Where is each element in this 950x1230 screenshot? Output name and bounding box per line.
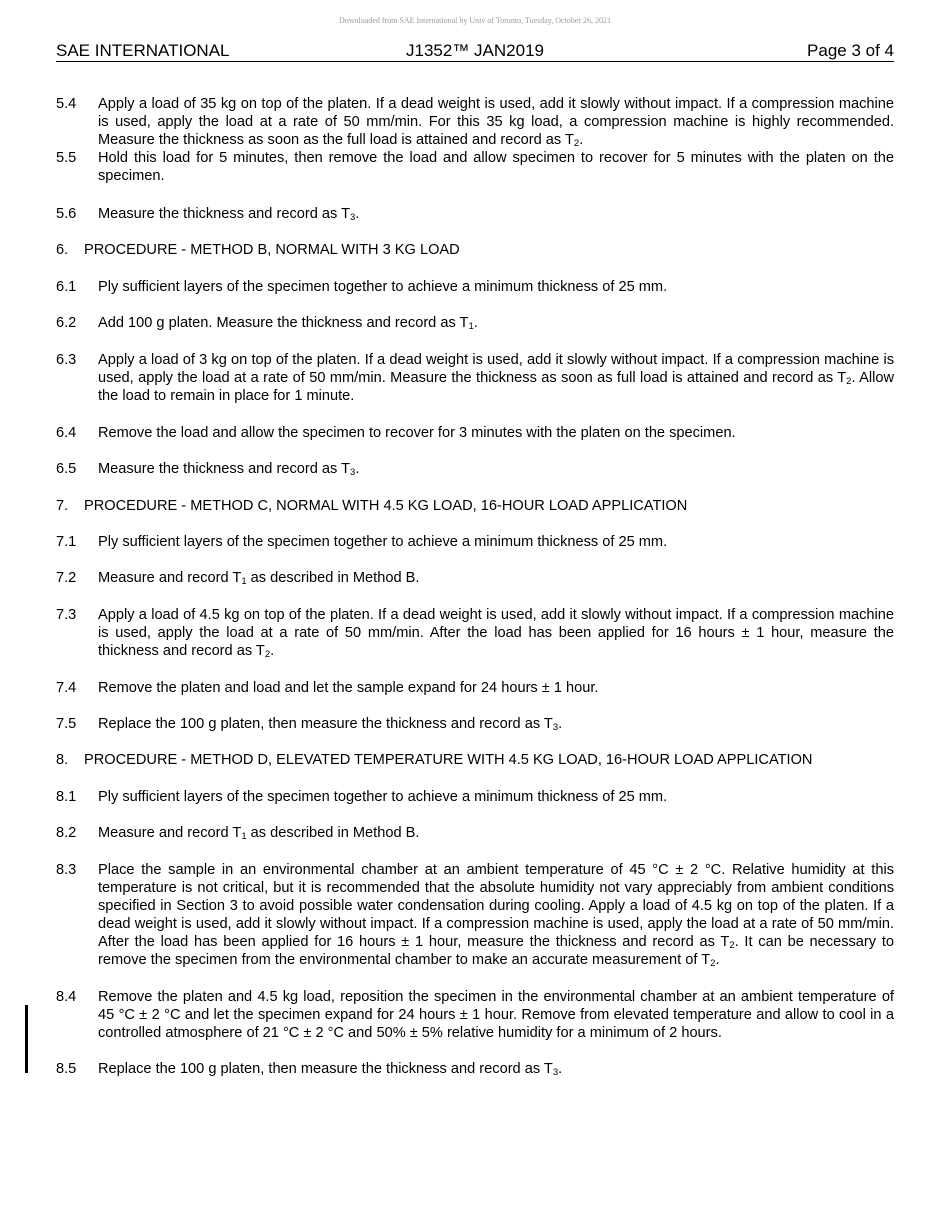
text-part: . bbox=[558, 716, 563, 732]
subscript: 2 bbox=[264, 649, 271, 660]
section-6-4 bbox=[56, 424, 894, 442]
text-part: Add 100 g platen. Measure the thickness and record as T bbox=[98, 315, 469, 331]
section-5-6 bbox=[56, 205, 894, 223]
section-5-5 bbox=[56, 149, 894, 185]
section-number: 8.3 bbox=[56, 862, 77, 878]
subscript: 2 bbox=[729, 940, 735, 951]
section-text: Hold this load for 5 minutes, then remove the load and allow specimen to recover for 5 minutes with the platen on the specimen. bbox=[98, 150, 894, 184]
section-text bbox=[98, 1060, 894, 1078]
section-text: Ply sufficient layers of the specimen together to achieve a minimum thickness of 25 mm. bbox=[98, 279, 668, 295]
text-part: Place the sample in an environmental chamber at an ambient temperature of 45 °C ± 2 °C. Relative humidity at this temperature is not critical, but it is recommended that the absolute humidity not vary appreciably from ambient conditions specified in Section 3 to avoid possible water condensation during cooling. Apply a load of 4.5 kg on top of the platen. If a dead weight is used, add it slowly without impact. If a compression machine is used, apply the load at a rate of 50 mm/min. After the load has been applied for 16 hours ± 1 hour, measure the thickness and record as T bbox=[98, 862, 894, 950]
section-number: 5.6 bbox=[56, 206, 77, 222]
text-part: Replace the 100 g platen, then measure the thickness and record as T bbox=[98, 1061, 553, 1077]
section-text: Remove the load and allow the specimen to recover for 3 minutes with the platen on the specimen. bbox=[98, 425, 736, 441]
section-8-5 bbox=[56, 1060, 894, 1078]
section-text: Ply sufficient layers of the specimen together to achieve a minimum thickness of 25 mm. bbox=[98, 789, 668, 805]
section-text bbox=[98, 715, 894, 733]
document-body bbox=[56, 95, 894, 1078]
revision-change-bar bbox=[25, 1005, 28, 1073]
section-6-2 bbox=[56, 314, 894, 332]
heading-title: PROCEDURE - METHOD D, ELEVATED TEMPERATURE WITH 4.5 KG LOAD, 16-HOUR LOAD APPLICATION bbox=[84, 752, 813, 768]
section-6-3 bbox=[56, 351, 894, 405]
text-part: . bbox=[579, 132, 584, 148]
section-5-4 bbox=[56, 95, 894, 149]
text-part: Measure the thickness and record as T bbox=[98, 206, 351, 222]
text-part: . bbox=[715, 952, 720, 968]
section-number: 8.1 bbox=[56, 789, 77, 805]
section-text: Ply sufficient layers of the specimen together to achieve a minimum thickness of 25 mm. bbox=[98, 534, 668, 550]
section-number: 6.5 bbox=[56, 461, 77, 477]
download-watermark: Downloaded from SAE International by Univ of Toronto, Tuesday, October 26, 2021 bbox=[338, 16, 612, 25]
section-text bbox=[98, 205, 894, 223]
section-number: 7.4 bbox=[56, 680, 77, 696]
text-part: . bbox=[355, 461, 360, 477]
heading-title: PROCEDURE - METHOD C, NORMAL WITH 4.5 KG LOAD, 16-HOUR LOAD APPLICATION bbox=[84, 498, 688, 514]
section-6-1 bbox=[56, 278, 894, 296]
heading-section-8 bbox=[56, 751, 894, 769]
heading-number: 7. bbox=[56, 498, 69, 514]
section-number: 5.4 bbox=[56, 96, 77, 112]
subscript: 2 bbox=[846, 376, 852, 387]
section-text: Remove the platen and 4.5 kg load, reposition the specimen in the environmental chamber at an ambient temperature of 45 °C ± 2 °C and let the specimen expand for 24 hours ± 1 hour. Remove from elevated temperature and allow to cool in a controlled atmosphere of 21 °C ± 2 °C and 50% ± 5% relative humidity for a minimum of 2 hours. bbox=[98, 989, 894, 1041]
section-8-4 bbox=[56, 988, 894, 1042]
section-8-2 bbox=[56, 824, 894, 842]
text-part: Measure and record T bbox=[98, 570, 242, 586]
heading-title: PROCEDURE - METHOD B, NORMAL WITH 3 KG LOAD bbox=[84, 242, 460, 258]
text-part: Replace the 100 g platen, then measure the thickness and record as T bbox=[98, 716, 553, 732]
page-header bbox=[56, 40, 894, 62]
text-part: . It can be necessary to remove the specimen from the environmental chamber to make an accurate measurement of T bbox=[98, 934, 894, 968]
section-number: 6.3 bbox=[56, 352, 77, 368]
section-7-5 bbox=[56, 715, 894, 733]
section-number: 8.5 bbox=[56, 1061, 77, 1077]
section-number: 6.2 bbox=[56, 315, 77, 331]
section-8-1 bbox=[56, 788, 894, 806]
subscript: 1 bbox=[241, 576, 247, 587]
section-7-4 bbox=[56, 679, 894, 697]
subscript: 3 bbox=[350, 467, 356, 478]
subscript: 3 bbox=[350, 212, 356, 223]
text-part: . bbox=[355, 206, 360, 222]
text-part: Apply a load of 35 kg on top of the platen. If a dead weight is used, add it slowly without impact. If a compression machine is used, apply the load at a rate of 50 mm/min. For this 35 kg load, a compression machine is highly recommended. Measure the thickness as soon as the full load is attained and record as T bbox=[98, 96, 894, 148]
text-part: Apply a load of 3 kg on top of the platen. If a dead weight is used, add it slowly without impact. If a compression machine is used, apply the load at a rate of 50 mm/min. Measure the thickness as soon as full load is attained and record as T bbox=[98, 352, 894, 386]
subscript: 2 bbox=[573, 138, 580, 149]
text-part: . bbox=[270, 643, 275, 659]
section-text bbox=[98, 606, 894, 660]
section-text bbox=[98, 460, 894, 478]
section-7-3 bbox=[56, 606, 894, 660]
header-organization: SAE INTERNATIONAL bbox=[56, 41, 230, 60]
text-part: Measure the thickness and record as T bbox=[98, 461, 351, 477]
text-part: as described in Method B. bbox=[246, 825, 420, 841]
heading-section-7 bbox=[56, 497, 894, 515]
section-text bbox=[98, 95, 894, 149]
section-6-5 bbox=[56, 460, 894, 478]
heading-section-6 bbox=[56, 241, 894, 259]
header-document-id: J1352™ JAN2019 bbox=[406, 41, 544, 60]
text-part: . Allow the load to remain in place for 1 minute. bbox=[98, 370, 894, 404]
section-text bbox=[98, 351, 894, 405]
section-number: 8.4 bbox=[56, 989, 77, 1005]
section-number: 6.4 bbox=[56, 425, 77, 441]
subscript: 3 bbox=[552, 1067, 559, 1078]
heading-number: 8. bbox=[56, 752, 69, 768]
section-number: 7.5 bbox=[56, 716, 77, 732]
subscript: 2 bbox=[710, 958, 716, 969]
section-text bbox=[98, 569, 894, 587]
section-number: 6.1 bbox=[56, 279, 77, 295]
section-text: Remove the platen and load and let the sample expand for 24 hours ± 1 hour. bbox=[98, 680, 599, 696]
section-7-2 bbox=[56, 569, 894, 587]
text-part: . bbox=[558, 1061, 563, 1077]
text-part: . bbox=[473, 315, 478, 331]
text-part: as described in Method B. bbox=[246, 570, 420, 586]
section-number: 7.2 bbox=[56, 570, 77, 586]
header-page-number: Page 3 of 4 bbox=[807, 41, 894, 60]
section-text bbox=[98, 824, 894, 842]
section-number: 8.2 bbox=[56, 825, 77, 841]
subscript: 1 bbox=[468, 321, 474, 332]
section-text bbox=[98, 861, 894, 969]
text-part: Apply a load of 4.5 kg on top of the platen. If a dead weight is used, add it slowly without impact. If a compression machine is used, apply the load at a rate of 50 mm/min. After the load has been applied for 16 hours ± 1 hour, measure the thickness and record as T bbox=[98, 607, 894, 659]
section-number: 7.1 bbox=[56, 534, 77, 550]
section-number: 7.3 bbox=[56, 607, 77, 623]
subscript: 3 bbox=[552, 722, 559, 733]
section-8-3 bbox=[56, 861, 894, 969]
subscript: 1 bbox=[241, 831, 247, 842]
section-number: 5.5 bbox=[56, 150, 77, 166]
section-7-1 bbox=[56, 533, 894, 551]
text-part: Measure and record T bbox=[98, 825, 242, 841]
heading-number: 6. bbox=[56, 242, 69, 258]
section-text bbox=[98, 314, 894, 332]
